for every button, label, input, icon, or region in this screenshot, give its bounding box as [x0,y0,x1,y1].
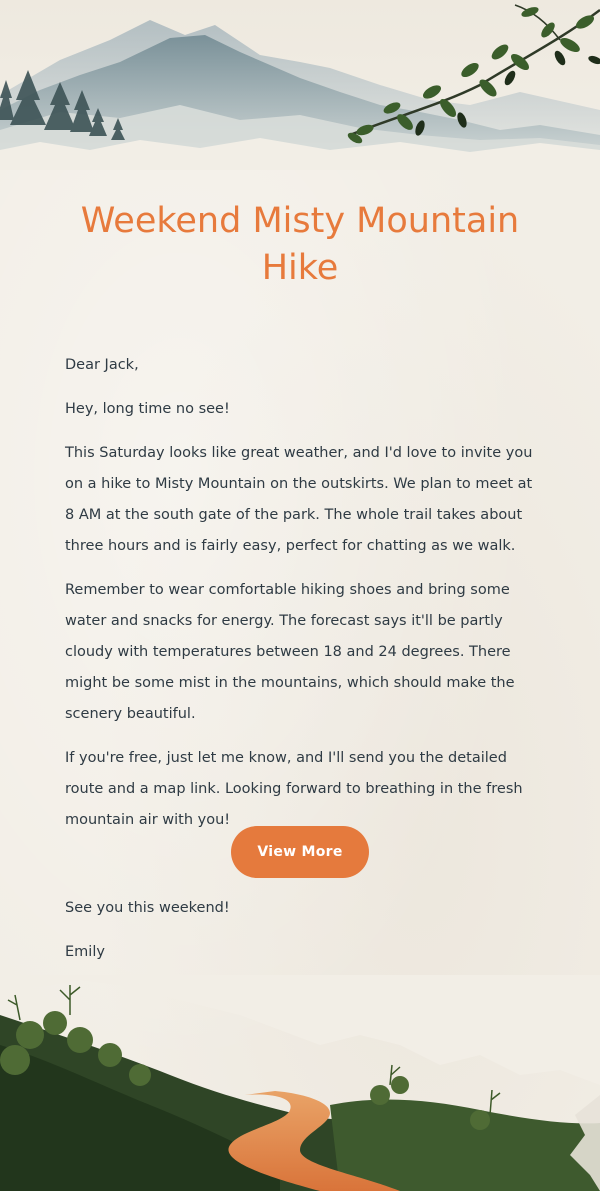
closing-line: See you this weekend! [65,900,230,916]
trail-illustration [0,975,600,1191]
paragraph-1: Hey, long time no see! [65,401,230,417]
signature: Emily [65,944,105,960]
email-title: Weekend Misty Mountain Hike [80,201,520,288]
closing-section [65,893,540,981]
greeting: Dear Jack, [65,357,139,373]
cta-container [0,826,600,878]
view-more-button[interactable]: View More [231,826,369,878]
email-body [65,350,540,849]
mountains-illustration [0,0,600,170]
paragraph-2: This Saturday looks like great weather, and I'd love to invite you on a hike to Misty Mountain on the outskirts. We plan to meet at 8 AM at the south gate of the park. The whole trail takes about three hours and is fairly easy, perfect for chatting as we walk. [65,445,533,554]
paragraph-4: If you're free, just let me know, and I'll send you the detailed route and a map link. Looking forward to breathing in the fresh mountain air with you! [65,750,523,828]
paragraph-3: Remember to wear comfortable hiking shoes and bring some water and snacks for energy. The forecast says it'll be partly cloudy with temperatures between 18 and 24 degrees. There might be some mist in the mountains, which should make the scenery beautiful. [65,582,515,722]
